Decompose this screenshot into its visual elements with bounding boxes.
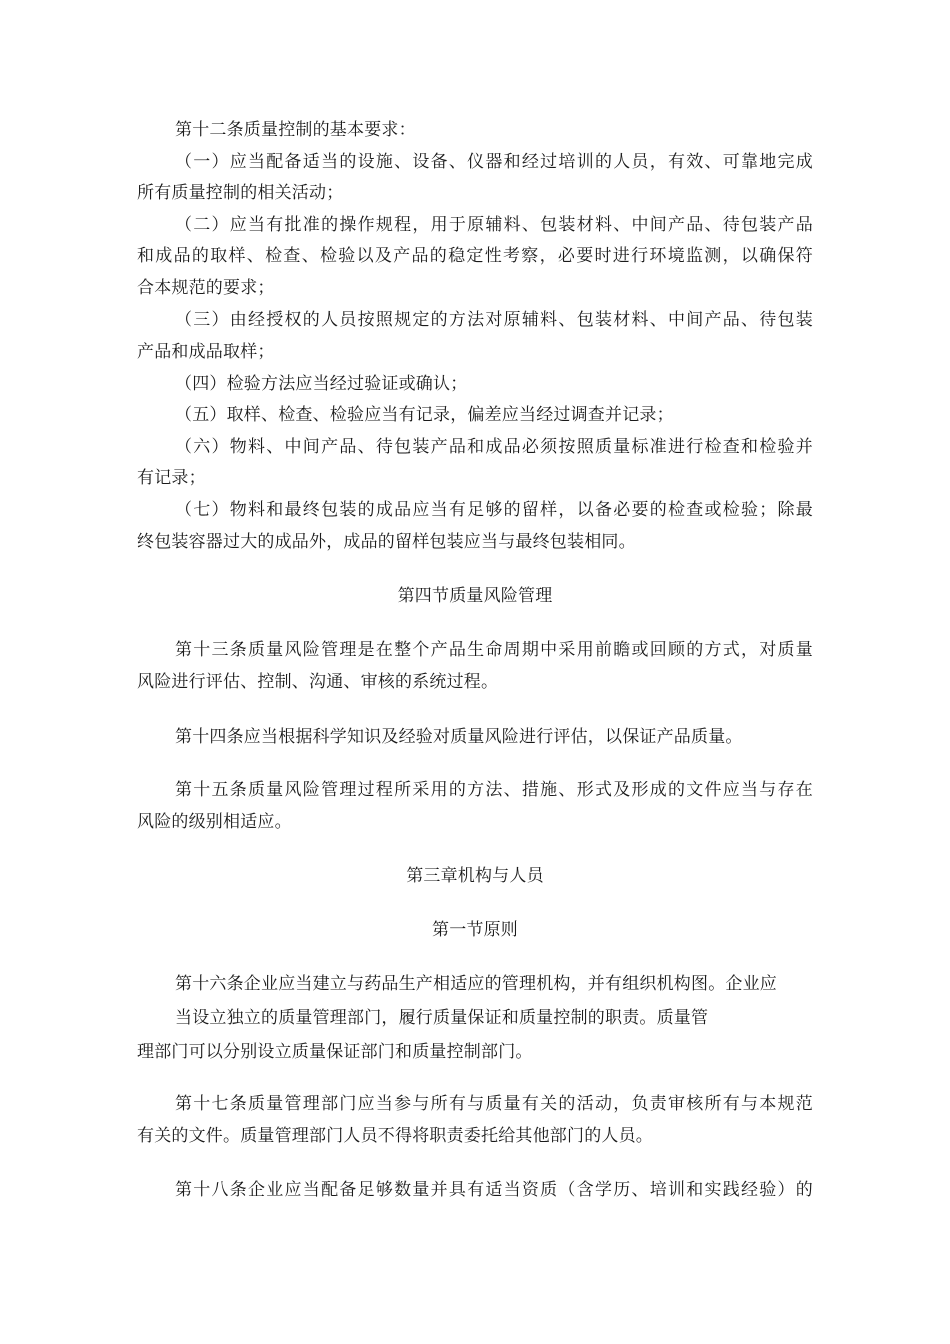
article-12-item-6-line-2: 有记录；	[137, 468, 206, 488]
chapter-3-title: 第三章机构与人员	[406, 866, 544, 886]
article-18-line-1: 第十八条企业应当配备足够数量并具有适当资质（含学历、培训和实践经验）的	[175, 1180, 813, 1200]
article-15-line-2: 风险的级别相适应。	[137, 812, 292, 832]
article-12-item-7-line-1: （七）物料和最终包装的成品应当有足够的留样，以备必要的检查或检验；除最	[175, 500, 813, 520]
article-12-item-1-line-1: （一）应当配备适当的设施、设备、仪器和经过培训的人员，有效、可靠地完成	[175, 152, 813, 172]
article-16-line-3: 理部门可以分别设立质量保证部门和质量控制部门。	[137, 1042, 533, 1062]
article-12-heading: 第十二条质量控制的基本要求：	[175, 120, 416, 140]
article-17-line-1: 第十七条质量管理部门应当参与所有与质量有关的活动，负责审核所有与本规范	[175, 1094, 813, 1114]
article-13-line-2: 风险进行评估、控制、沟通、审核的系统过程。	[137, 672, 499, 692]
article-12-item-1-line-2: 所有质量控制的相关活动；	[137, 183, 344, 203]
article-17-line-2: 有关的文件。质量管理部门人员不得将职责委托给其他部门的人员。	[137, 1126, 653, 1146]
article-12-item-3-line-2: 产品和成品取样；	[137, 342, 275, 362]
article-12-item-2-line-1: （二）应当有批准的操作规程，用于原辅料、包装材料、中间产品、待包装产品	[175, 215, 813, 235]
article-12-item-6-line-1: （六）物料、中间产品、待包装产品和成品必须按照质量标准进行检查和检验并	[175, 437, 813, 457]
article-16-line-2: 当设立独立的质量管理部门，履行质量保证和质量控制的职责。质量管	[175, 1008, 709, 1028]
article-12-item-2-line-2: 和成品的取样、检查、检验以及产品的稳定性考察，必要时进行环境监测，以确保符	[137, 246, 813, 266]
article-12-item-5: （五）取样、检查、检验应当有记录，偏差应当经过调查并记录；	[175, 405, 674, 425]
article-16-line-1: 第十六条企业应当建立与药品生产相适应的管理机构，并有组织机构图。企业应	[175, 974, 777, 994]
section-4-title: 第四节质量风险管理	[397, 586, 553, 606]
article-13-line-1: 第十三条质量风险管理是在整个产品生命周期中采用前瞻或回顾的方式，对质量	[175, 640, 813, 660]
article-12-item-4: （四）检验方法应当经过验证或确认；	[175, 374, 468, 394]
article-15-line-1: 第十五条质量风险管理过程所采用的方法、措施、形式及形成的文件应当与存在	[175, 780, 813, 800]
article-12-item-7-line-2: 终包装容器过大的成品外，成品的留样包装应当与最终包装相同。	[137, 532, 636, 552]
section-1-title: 第一节原则	[432, 920, 518, 940]
article-12-item-3-line-1: （三）由经授权的人员按照规定的方法对原辅料、包装材料、中间产品、待包装	[175, 310, 813, 330]
article-12-item-2-line-3: 合本规范的要求；	[137, 278, 275, 298]
article-14: 第十四条应当根据科学知识及经验对质量风险进行评估，以保证产品质量。	[175, 727, 743, 747]
